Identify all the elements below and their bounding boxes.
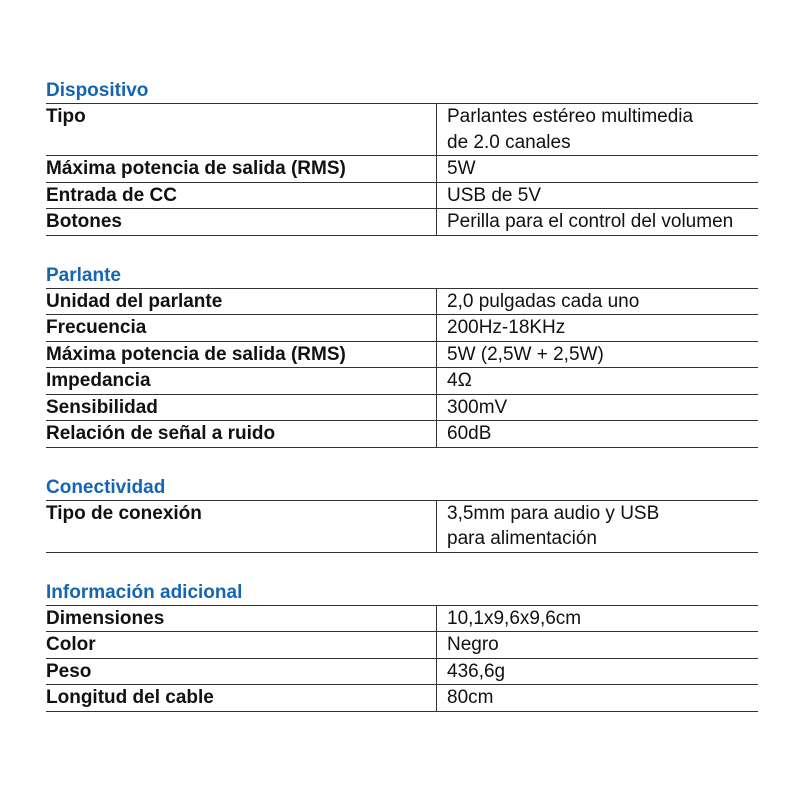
spec-value (437, 368, 758, 394)
spec-value (437, 104, 758, 155)
spec-value-line: 5W (447, 158, 476, 179)
spec-label: Unidad del parlante (46, 289, 437, 315)
spec-value-line: 60dB (447, 423, 492, 444)
section-title: Información adicional (46, 580, 758, 606)
spec-value (437, 659, 758, 685)
spec-row-potencia-parlante (46, 342, 758, 369)
spec-label: Entrada de CC (46, 183, 437, 209)
spec-value (437, 183, 758, 209)
spec-row-entrada-cc (46, 183, 758, 210)
spec-value (437, 289, 758, 315)
spec-value (437, 421, 758, 447)
spec-row-botones (46, 209, 758, 236)
spec-label: Botones (46, 209, 437, 235)
spec-sheet (46, 78, 758, 739)
spec-value-line: 436,6g (447, 660, 506, 682)
spec-value-line: Perilla para el control del volumen (447, 211, 734, 232)
spec-value-line: Negro (447, 634, 499, 655)
spec-label: Relación de señal a ruido (46, 421, 437, 447)
spec-row-peso (46, 659, 758, 686)
spec-row-tipo (46, 104, 758, 156)
spec-row-dimensiones (46, 606, 758, 633)
spec-label: Máxima potencia de salida (RMS) (46, 342, 437, 368)
section-dispositivo (46, 78, 758, 236)
section-informacion-adicional (46, 580, 758, 712)
spec-label: Máxima potencia de salida (RMS) (46, 156, 437, 182)
spec-value (437, 342, 758, 368)
spec-value (437, 209, 758, 235)
spec-row-potencia (46, 156, 758, 183)
spec-value (437, 632, 758, 658)
spec-label: Color (46, 632, 437, 658)
spec-label: Tipo (46, 104, 437, 155)
spec-label: Frecuencia (46, 315, 437, 341)
spec-label: Tipo de conexión (46, 501, 437, 552)
spec-value-line: de 2.0 canales (447, 131, 571, 153)
spec-value (437, 315, 758, 341)
spec-row-sensibilidad (46, 395, 758, 422)
spec-value (437, 501, 758, 552)
spec-value-line: 300mV (447, 396, 508, 418)
section-title: Parlante (46, 263, 758, 289)
spec-value-line: 2,0 pulgadas cada uno (447, 290, 640, 312)
spec-value-line: 3,5mm para audio y USB (447, 502, 660, 524)
spec-value (437, 606, 758, 632)
spec-value-line: para alimentación (447, 528, 597, 549)
section-parlante (46, 263, 758, 448)
spec-value (437, 395, 758, 421)
spec-row-impedancia (46, 368, 758, 395)
spec-value-line: 10,1x9,6x9,6cm (447, 607, 582, 629)
spec-row-longitud-cable (46, 685, 758, 712)
spec-row-relacion-senal-ruido (46, 421, 758, 448)
spec-label: Peso (46, 659, 437, 685)
spec-value-line: Parlantes estéreo multimedia (447, 106, 694, 127)
spec-value-line: USB de 5V (447, 184, 541, 206)
spec-value-line: 80cm (447, 687, 494, 708)
spec-value (437, 156, 758, 182)
spec-value-line: 4Ω (447, 370, 472, 391)
spec-label: Sensibilidad (46, 395, 437, 421)
spec-row-color (46, 632, 758, 659)
section-title: Dispositivo (46, 78, 758, 104)
spec-row-frecuencia (46, 315, 758, 342)
spec-value-line: 5W (2,5W + 2,5W) (447, 343, 604, 365)
spec-label: Impedancia (46, 368, 437, 394)
spec-label: Longitud del cable (46, 685, 437, 711)
spec-row-tipo-conexion (46, 501, 758, 553)
section-title: Conectividad (46, 475, 758, 501)
spec-row-unidad (46, 289, 758, 316)
section-conectividad (46, 475, 758, 553)
spec-label: Dimensiones (46, 606, 437, 632)
spec-value-line: 200Hz-18KHz (447, 317, 566, 338)
spec-value (437, 685, 758, 711)
